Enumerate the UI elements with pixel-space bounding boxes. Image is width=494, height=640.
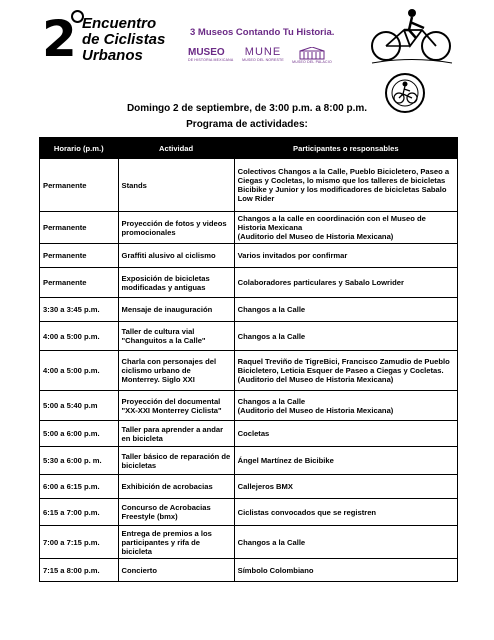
palacio-logo	[290, 47, 334, 69]
event-title	[82, 16, 165, 64]
row-time: 7:15 a 8:00 p.m.	[40, 559, 119, 582]
museo-logo-sub: DE HISTORIA MEXICANA	[188, 58, 234, 62]
row-time: 5:00 a 5:40 p.m	[40, 391, 119, 421]
row-time: Permanente	[40, 244, 119, 268]
row-time: 7:00 a 7:15 p.m.	[40, 526, 119, 559]
museo-historia-logo	[188, 47, 234, 69]
row-participants: Changos a la Calle	[234, 526, 457, 559]
row-participants: Raquel Treviño de TigreBici, Francisco Zamudio de Pueblo Bicicletero, Leticia Esquer de Paseo a Ciegas y Cocletas. (Auditorio del Museo de Historia Mexicana)	[234, 351, 457, 391]
mune-logo-sub: MUSEO DEL NORESTE	[242, 58, 284, 62]
row-activity: Taller de cultura vial "Changuitos a la Calle"	[118, 322, 234, 351]
table-row	[40, 559, 458, 582]
header-participantes: Participantes o responsables	[234, 138, 457, 159]
table-row	[40, 212, 458, 244]
table-row	[40, 447, 458, 475]
row-activity: Proyección del documental "XX-XXI Monterrey Ciclista"	[118, 391, 234, 421]
header-horario: Horario (p.m.)	[40, 138, 119, 159]
row-time: 6:00 a 6:15 p.m.	[40, 475, 119, 499]
palacio-logo-sub: MUSEO DEL PALACIO	[292, 60, 332, 64]
row-participants: Colectivos Changos a la Calle, Pueblo Bicicletero, Paseo a Ciegas y Cocletas, lo mismo que los talleres de bicicletas Bicibike y Junior y los modificadores de bicicletas Sabalo Low Rider	[234, 159, 457, 212]
table-row	[40, 159, 458, 212]
row-participants: Changos a la Calle	[234, 298, 457, 322]
table-row	[40, 499, 458, 526]
title-line: Encuentro	[82, 15, 157, 32]
row-activity: Mensaje de inauguración	[118, 298, 234, 322]
row-participants: Varios invitados por confirmar	[234, 244, 457, 268]
table-row	[40, 322, 458, 351]
row-activity: Charla con personajes del ciclismo urbano de Monterrey. Siglo XXI	[118, 351, 234, 391]
row-participants: Changos a la Calle	[234, 322, 457, 351]
table-row	[40, 298, 458, 322]
mune-logo-mark: MUNE	[244, 46, 282, 58]
museo-logo-mark: MUSEO	[188, 47, 225, 58]
table-row	[40, 391, 458, 421]
cyclist-logo	[366, 8, 458, 66]
row-activity: Exposición de bicicletas modificadas y antiguas	[118, 268, 234, 298]
row-participants: Changos a la calle en coordinación con el Museo de Historia Mexicana (Auditorio del Museo de Historia Mexicana)	[234, 212, 457, 244]
row-time: 6:15 a 7:00 p.m.	[40, 499, 119, 526]
row-time: Permanente	[40, 268, 119, 298]
event-date: Domingo 2 de septiembre, de 3:00 p.m. a 8:00 p.m.	[126, 103, 368, 114]
row-participants: Ciclistas convocados que se registren	[234, 499, 457, 526]
row-activity: Taller básico de reparación de bicicletas	[118, 447, 234, 475]
header-actividad: Actividad	[118, 138, 234, 159]
row-activity: Stands	[118, 159, 234, 212]
museos-heading: 3 Museos Contando Tu Historia.	[190, 27, 335, 38]
row-time: 3:30 a 3:45 p.m.	[40, 298, 119, 322]
schedule-table	[39, 137, 458, 582]
table-row	[40, 268, 458, 298]
row-activity: Concurso de Acrobacias Freestyle (bmx)	[118, 499, 234, 526]
row-time: 4:00 a 5:00 p.m.	[40, 322, 119, 351]
table-header-row	[40, 138, 458, 159]
table-row	[40, 421, 458, 447]
edition-number: 2	[42, 10, 75, 68]
row-activity: Proyección de fotos y videos promocionales	[118, 212, 234, 244]
row-activity: Graffiti alusivo al ciclismo	[118, 244, 234, 268]
table-row	[40, 351, 458, 391]
row-time: Permanente	[40, 212, 119, 244]
row-time: 5:30 a 6:00 p. m.	[40, 447, 119, 475]
row-activity: Taller para aprender a andar en bicicleta	[118, 421, 234, 447]
row-time: 5:00 a 6:00 p.m.	[40, 421, 119, 447]
row-time: 4:00 a 5:00 p.m.	[40, 351, 119, 391]
table-row	[40, 526, 458, 559]
row-participants: Callejeros BMX	[234, 475, 457, 499]
row-activity: Entrega de premios a los participantes y rifa de bicicleta	[118, 526, 234, 559]
row-participants: Changos a la Calle (Auditorio del Museo de Historia Mexicana)	[234, 391, 457, 421]
row-participants: Cocletas	[234, 421, 457, 447]
row-participants: Colaboradores particulares y Sabalo Lowrider	[234, 268, 457, 298]
title-line: de Ciclistas	[82, 31, 166, 48]
mune-logo	[241, 47, 285, 69]
program-heading: Programa de actividades:	[186, 119, 308, 130]
palacio-building-icon	[299, 47, 325, 60]
row-participants: Símbolo Colombiano	[234, 559, 457, 582]
row-time: Permanente	[40, 159, 119, 212]
row-activity: Concierto	[118, 559, 234, 582]
row-participants: Ángel Martínez de Bicibike	[234, 447, 457, 475]
table-row	[40, 244, 458, 268]
table-row	[40, 475, 458, 499]
title-line: Urbanos	[82, 47, 143, 64]
row-activity: Exhibición de acrobacias	[118, 475, 234, 499]
